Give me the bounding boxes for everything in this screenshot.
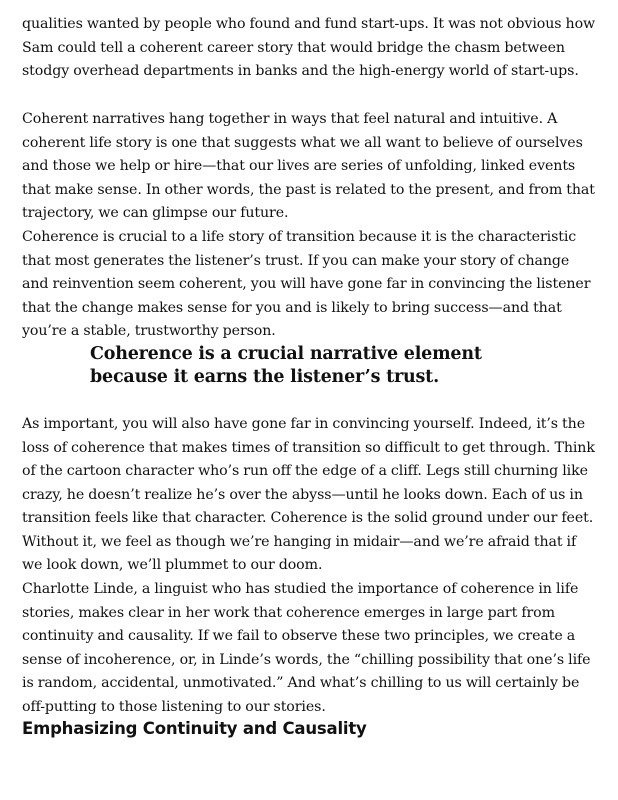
- paragraph-coherent-narratives: Coherent narratives hang together in ways that feel natural and intuitive. A coherent life story is one that suggests what we all want to believe of ourselves and those we help or hire—that our lives are series of unfolding, linked events that make sense. In other words, the past is related to the present, and from that trajectory, we can glimpse our future.: [22, 111, 595, 221]
- paragraph-charlotte-linde: Charlotte Linde, a linguist who has studied the importance of coherence in life stories, makes clear in her work that coherence emerges in large part from continuity and causality. If we fail to observe these two principles, we create a sense of incoherence, or, in Linde’s words, the “chilling possibility that one’s life is random, accidental, unmotivated.” And what’s chilling to us will certainly be off-putting to those listening to our stories.: [22, 581, 591, 715]
- section-subheading: Emphasizing Continuity and Causality: [22, 719, 367, 738]
- paragraph-coherence-trust: Coherence is crucial to a life story of transition because it is the characteristic that most generates the listener’s trust. If you can make your story of change and reinvention seem coherent, you will have gone far in convincing the listener that the change makes sense for you and is likely to bring success—and that you’re a stable, trustworthy person.: [22, 229, 591, 339]
- pull-quote: Coherence is a crucial narrative element because it earns the listener’s trust.: [90, 344, 482, 387]
- paragraph-continuation: qualities wanted by people who found and fund start-ups. It was not obvious how Sam could tell a coherent career story that would bridge the chasm between stodgy overhead departments in banks and the high-energy world of start-ups.: [22, 16, 596, 79]
- paragraph-cartoon-character: As important, you will also have gone far in convincing yourself. Indeed, it’s the loss of coherence that makes times of transition so difficult to get through. Think of the cartoon character who’s run off the edge of a cliff. Legs still churning like crazy, he doesn’t realize he’s over the abyss—until he looks down. Each of us in transition feels like that character. Coherence is the solid ground under our feet. Without it, we feel as though we’re hanging in midair—and we’re afraid that if we look down, we’ll plummet to our doom.: [22, 416, 595, 573]
